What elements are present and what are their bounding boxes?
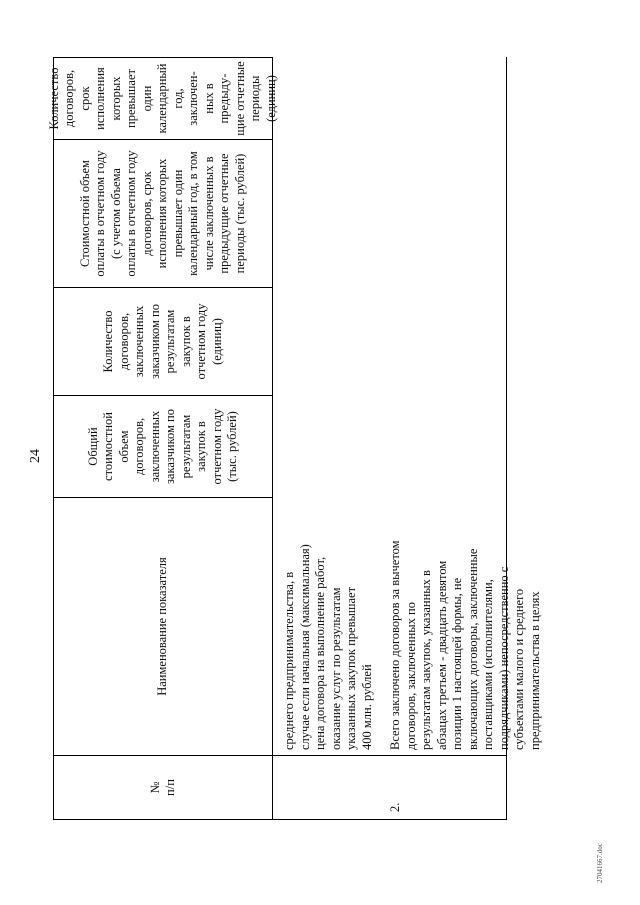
page-number: 24	[28, 449, 43, 463]
header-payment-volume: Стоимостной объем оплаты в отчетном году (с учетом объема оплаты в отчетном году договоров, срок исполнения которых превышает один календарный год, в том числе заключенных в предыдущие отчетные периоды (тыс. рублей)	[54, 140, 272, 288]
header-indicator-name: Наименование показателя	[54, 498, 272, 756]
body-left-border	[272, 819, 506, 820]
document-file-id: 27041667.doc	[596, 843, 604, 883]
body-column-divider	[272, 755, 506, 756]
header-multiyear-count: Количество договоров, срок исполнения которых превышает один календарный год, заключен- ных в предыду- щие отчетные периоды (единиц)	[54, 57, 272, 140]
indicators-table	[46, 57, 542, 820]
table-row-2-text: Всего заключено договоров за вычетом договоров, заключенных по результатам закупок, указанных в абзацах третьем - двадцать девятом позиции 1 настоящей формы, не включающих договоры, заключенные поставщиками (исполнителями, подрядчиками) непосредственно с субъектами малого и среднего предпринимательства в целях	[388, 540, 542, 750]
table-row-2-number: 2.	[388, 802, 402, 812]
header-total-value: Общий стоимостной объем договоров, заключенных заказчиком по результатам закупок в отчетном году (тыс. рублей)	[54, 396, 272, 498]
header-number: № п/п	[54, 756, 272, 820]
header-divider	[272, 57, 273, 820]
table-row-1-text: среднего предпринимательства, в случае если начальная (максимальная) цена договора на выполнение работ, оказание услуг по результатам указанных закупок превышает 400 млн. рублей	[282, 544, 374, 750]
header-contract-count: Количество договоров, заключенных заказчиком по результатам закупок в отчетном году (единиц)	[54, 288, 272, 396]
